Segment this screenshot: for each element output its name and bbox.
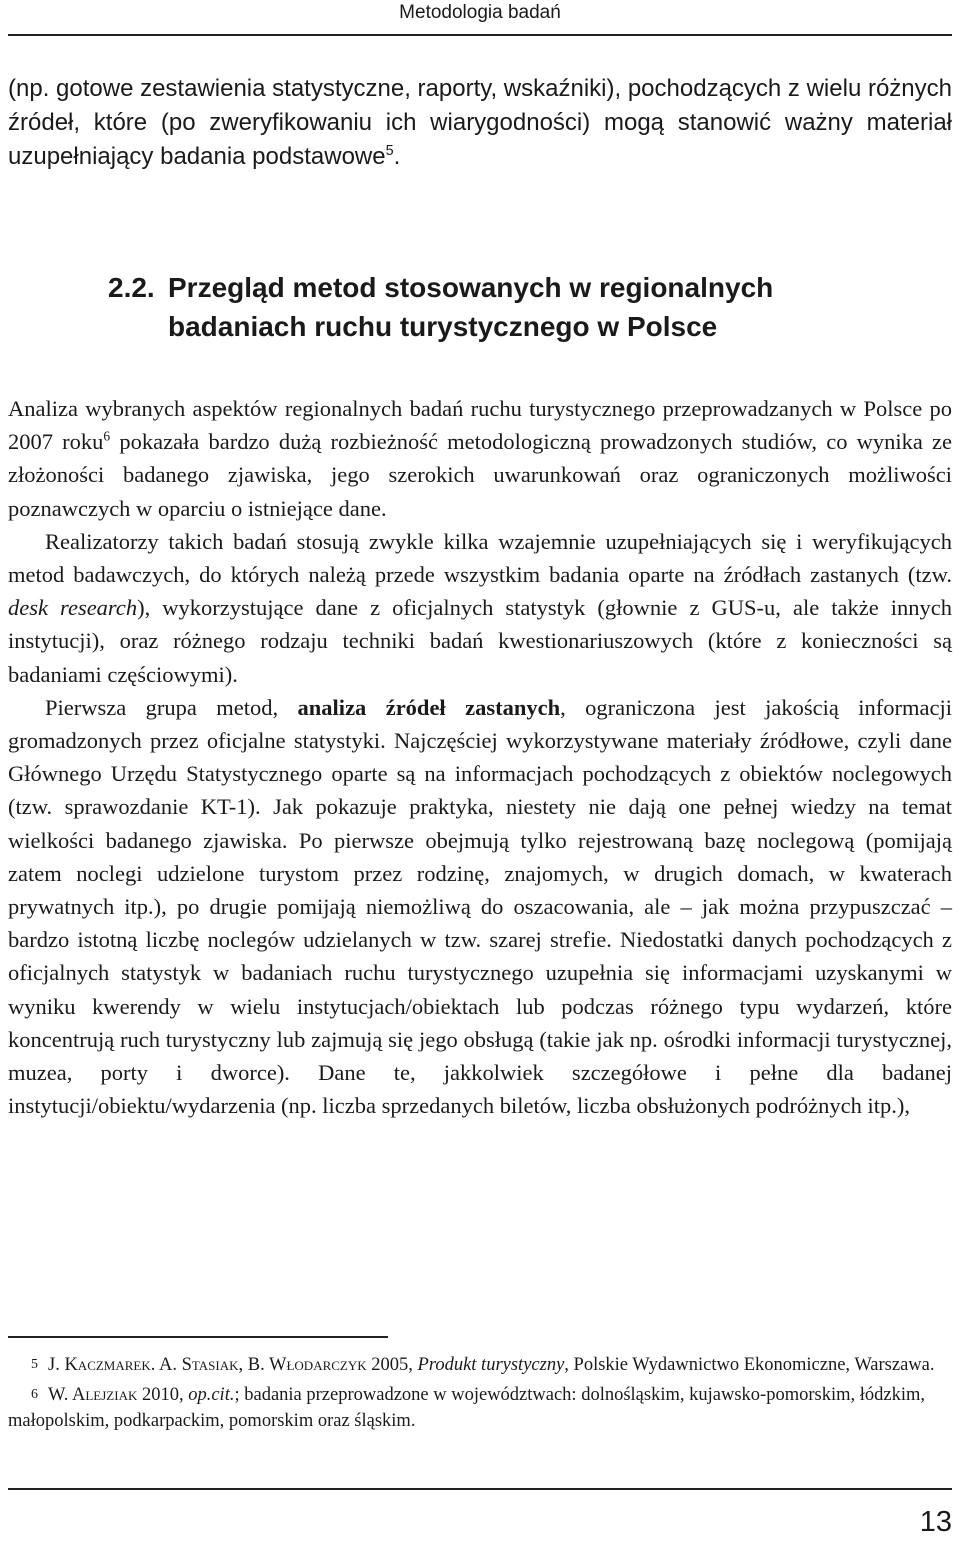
- footnote-title: Produkt turystyczny: [417, 1355, 565, 1375]
- section-heading: [108, 268, 908, 346]
- intro-text: (np. gotowe zestawienia statystyczne, raporty, wskaźniki), pochodzących z wielu różnych źródeł, które (po zweryfikowaniu ich wiarygodności) mogą stanowić ważny materiał uzupełniający badania podstawowe: [8, 75, 952, 170]
- section-number: 2.2.: [108, 272, 155, 303]
- page-number: 13: [919, 1506, 952, 1538]
- paragraph-3-a: Pierwsza grupa metod,: [45, 694, 298, 720]
- footnote-number: 5: [31, 1357, 38, 1372]
- header-divider: [8, 34, 952, 36]
- paragraph-2-b: ), wykorzystujące dane z oficjalnych statystyk (głownie z GUS-u, ale także innych instytucji), oraz różnego rodzaju techniki badań kwestionariuszowych (które z konieczności są badaniami częściowymi).: [8, 595, 952, 687]
- footnote-rest: , Polskie Wydawnictwo Ekonomiczne, Warszawa.: [564, 1355, 935, 1375]
- paragraph-1: [8, 392, 952, 525]
- footnote-ref-6[interactable]: 6: [103, 428, 111, 444]
- footnotes: [8, 1352, 952, 1438]
- footnote-number: 6: [31, 1387, 38, 1402]
- footnote-ref-5[interactable]: 5: [385, 143, 394, 159]
- paragraph-3-b: , ograniczona jest jakością informacji gromadzonych przez oficjalne statystyki. Najczęściej wykorzystywane materiały źródłowe, czyli dane Głównego Urzędu Statystycznego oparte są na informacjach pochodzących z obiektów noclegowych (tzw. sprawozdanie KT-1). Jak pokazuje praktyka, niestety nie dają one pełnej wiedzy na temat wielkości badanego zjawiska. Po pierwsze obejmują tylko rejestrowaną bazę noclegową (pomijają zatem noclegi udzielone turystom przez rodzinę, znajomych, w drugich domach, w kwaterach prywatnych itp.), po drugie pomijają niemożliwą do oszacowania, ale – jak można przypuszczać – bardzo istotną liczbę noclegów udzielanych w tzw. szarej strefie. Niedostatki danych pochodzących z oficjalnych statystyk w badaniach ruchu turystycznego uzupełnia się informacjami uzyskanymi w wyniku kwerendy w wielu instytucjach/obiektach lub podczas różnego typu wydarzeń, które koncentrują ruch turystyczny lub zajmują się jego obsługą (takie jak np. ośrodki informacji turystycznej, muzea, porty i dworce). Dane te, jakkolwiek szczegółowe i pełne dla badanej instytucji/obiektu/wydarzenia (np. liczba sprzedanych biletów, liczba obsłużonych podróżnych itp.),: [8, 694, 952, 1119]
- intro-paragraph: [8, 72, 952, 174]
- desk-research-term: desk research: [8, 595, 138, 621]
- intro-end: .: [393, 143, 401, 170]
- paragraph-1-a: Analiza wybranych aspektów regionalnych badań ruchu turystycznego przeprowadzanych w Polsce po 2007 roku: [8, 396, 952, 455]
- section-title: Przegląd metod stosowanych w regionalnych badaniach ruchu turystycznego w Polsce: [168, 272, 774, 342]
- footnote-year: 2010,: [137, 1385, 189, 1405]
- footer-divider: [8, 1488, 952, 1490]
- footnote-authors: W. Alejziak: [48, 1385, 138, 1405]
- running-header: Metodologia badań: [399, 2, 561, 23]
- footnote-5: [8, 1352, 952, 1378]
- footnote-6: [8, 1382, 952, 1434]
- footnote-authors: J. Kaczmarek. A. Stasiak, B. Włodarczyk: [48, 1355, 367, 1375]
- paragraph-2-a: Realizatorzy takich badań stosują zwykle kilka wzajemnie uzupełniających się i weryfikujących metod badawczych, do których należą przede wszystkim badania oparte na źródłach zastanych (tzw.: [8, 528, 952, 588]
- paragraph-1-b: pokazała bardzo dużą rozbieżność metodologiczną prowadzonych studiów, co wynika ze złożoności badanego zjawiska, jego szerokich uwarunkowań oraz ograniczonych możliwości poznawczych w oparciu o istniejące dane.: [8, 429, 952, 521]
- paragraph-2: [8, 525, 952, 691]
- footnote-divider: [8, 1336, 388, 1338]
- footnote-title: op.cit.: [188, 1385, 235, 1405]
- body-text: [8, 392, 952, 1122]
- footnote-rest: ; badania przeprowadzone w województwach: dolnośląskim, kujawsko-pomorskim, łódzkim, małopolskim, podkarpackim, pomorskim oraz śląskim.: [8, 1385, 925, 1431]
- analiza-term: analiza źródeł zastanych: [297, 694, 561, 720]
- paragraph-3: [8, 691, 952, 1123]
- footnote-year: 2005,: [366, 1355, 418, 1375]
